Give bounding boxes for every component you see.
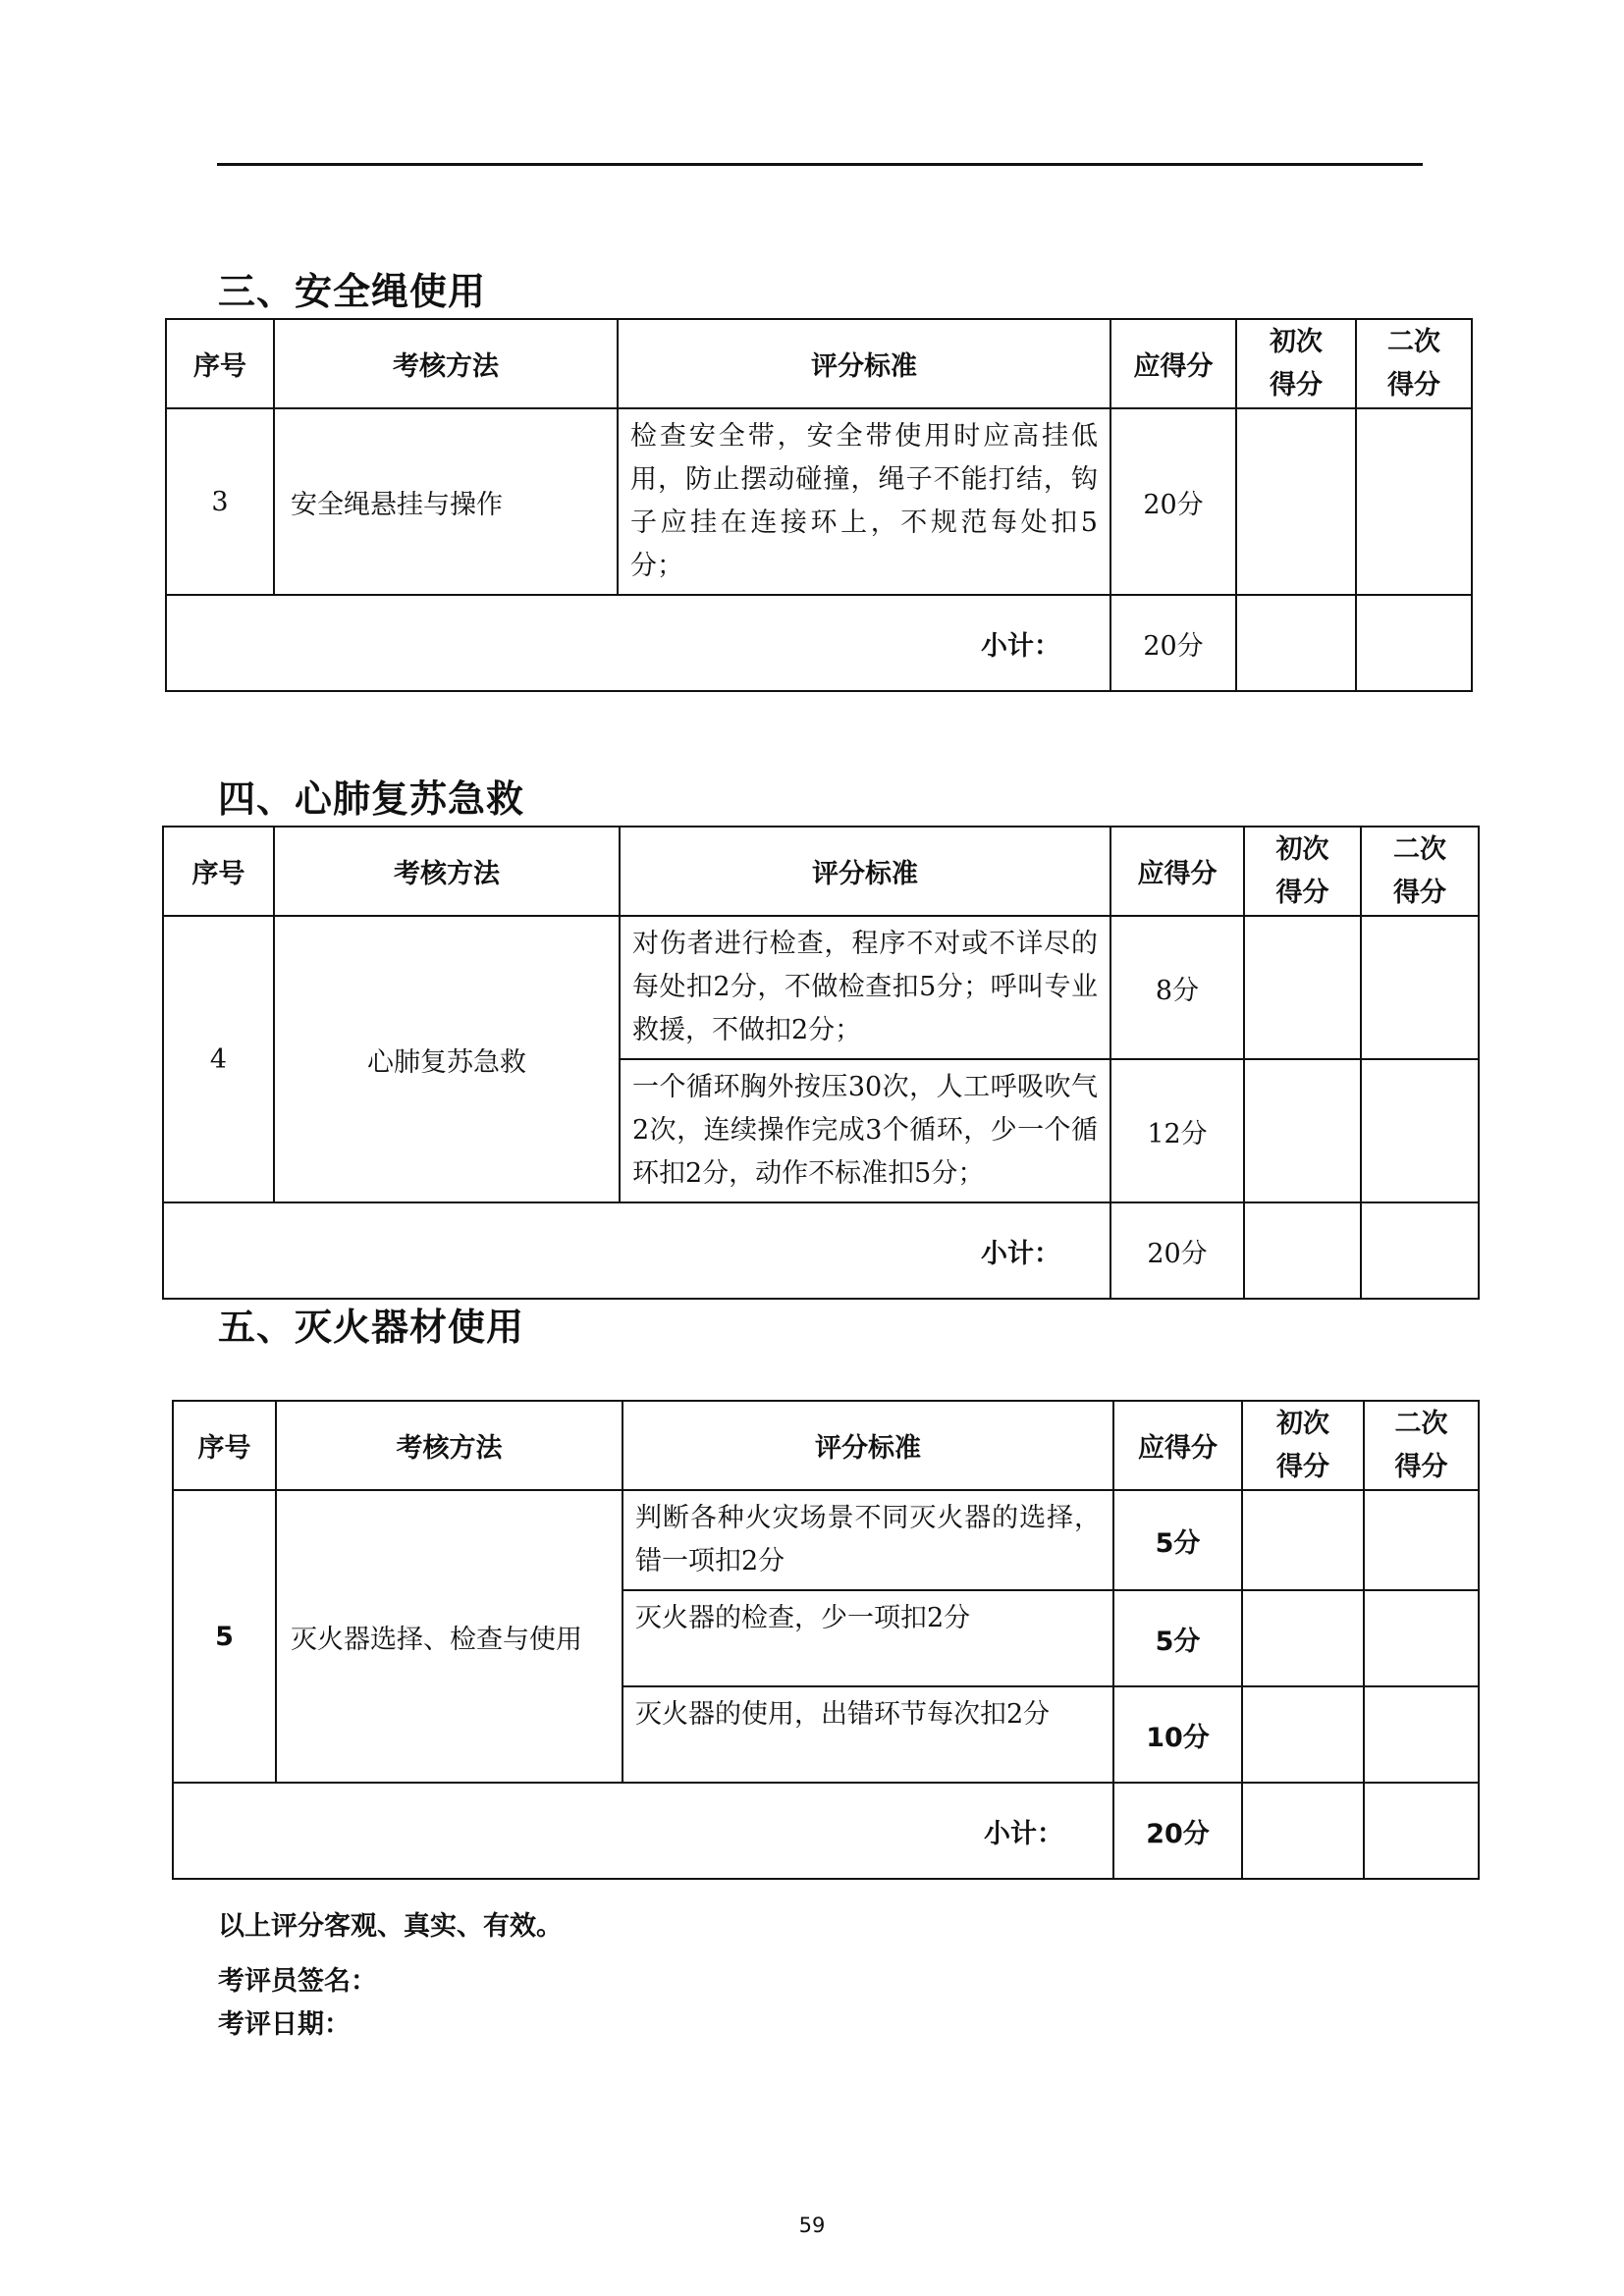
header-seq: 序号 [163, 827, 274, 916]
header-expected: 应得分 [1113, 1401, 1242, 1490]
section-3-title: 三、安全绳使用 [218, 270, 487, 313]
header-criteria: 评分标准 [618, 319, 1110, 408]
subtotal-second-cell[interactable] [1361, 1202, 1479, 1299]
table-row [173, 1490, 1479, 1590]
row-score: 20分 [1110, 408, 1236, 595]
row-criteria: 灭火器的使用，出错环节每次扣2分 [623, 1686, 1113, 1783]
subtotal-label: 小计： [163, 1202, 1110, 1299]
header-expected: 应得分 [1110, 319, 1236, 408]
subtotal-row [166, 595, 1472, 691]
first-score-cell[interactable] [1236, 408, 1356, 595]
section-5-title: 五、灭火器材使用 [218, 1306, 525, 1349]
section-4-table [162, 826, 1480, 1300]
subtotal-second-cell[interactable] [1364, 1783, 1479, 1879]
row-score: 10分 [1113, 1686, 1242, 1783]
section-5-table [172, 1400, 1480, 1880]
second-score-cell[interactable] [1361, 916, 1479, 1059]
row-score: 8分 [1110, 916, 1244, 1059]
header-second-score: 二次 得分 [1361, 827, 1479, 916]
second-score-cell[interactable] [1356, 408, 1472, 595]
subtotal-label: 小计： [173, 1783, 1113, 1879]
table-row [163, 916, 1479, 1059]
row-score: 12分 [1110, 1059, 1244, 1202]
first-score-cell[interactable] [1244, 916, 1361, 1059]
row-seq: 5 [173, 1490, 276, 1783]
second-score-cell[interactable] [1364, 1686, 1479, 1783]
table-header-row [173, 1401, 1479, 1490]
examiner-signature-label: 考评员签名： [218, 1966, 377, 1997]
row-criteria: 对伤者进行检查，程序不对或不详尽的每处扣2分，不做检查扣5分；呼叫专业救援，不做扣2分； [620, 916, 1110, 1059]
first-score-cell[interactable] [1242, 1590, 1364, 1686]
subtotal-label: 小计： [166, 595, 1110, 691]
first-score-cell[interactable] [1244, 1059, 1361, 1202]
page-number: 59 [798, 2214, 826, 2237]
row-method: 心肺复苏急救 [274, 916, 620, 1202]
second-score-cell[interactable] [1364, 1490, 1479, 1590]
row-seq: 3 [166, 408, 274, 595]
row-method: 安全绳悬挂与操作 [274, 408, 618, 595]
table-header-row [166, 319, 1472, 408]
row-score: 5分 [1113, 1490, 1242, 1590]
header-expected: 应得分 [1110, 827, 1244, 916]
header-method: 考核方法 [274, 319, 618, 408]
row-seq: 4 [163, 916, 274, 1202]
header-seq: 序号 [166, 319, 274, 408]
subtotal-row [173, 1783, 1479, 1879]
header-seq: 序号 [173, 1401, 276, 1490]
subtotal-value: 20分 [1113, 1783, 1242, 1879]
row-score: 5分 [1113, 1590, 1242, 1686]
header-criteria: 评分标准 [620, 827, 1110, 916]
header-criteria: 评分标准 [623, 1401, 1113, 1490]
header-second-score: 二次 得分 [1364, 1401, 1479, 1490]
subtotal-second-cell[interactable] [1356, 595, 1472, 691]
row-criteria: 判断各种火灾场景不同灭火器的选择，错一项扣2分 [623, 1490, 1113, 1590]
row-criteria: 检查安全带，安全带使用时应高挂低用，防止摆动碰撞，绳子不能打结，钩子应挂在连接环上，不规范每处扣5分； [618, 408, 1110, 595]
subtotal-row [163, 1202, 1479, 1299]
table-row [166, 408, 1472, 595]
subtotal-first-cell[interactable] [1242, 1783, 1364, 1879]
row-criteria: 灭火器的检查，少一项扣2分 [623, 1590, 1113, 1686]
subtotal-first-cell[interactable] [1244, 1202, 1361, 1299]
header-first-score: 初次 得分 [1236, 319, 1356, 408]
section-3-table [165, 318, 1473, 692]
subtotal-value: 20分 [1110, 1202, 1244, 1299]
row-method: 灭火器选择、检查与使用 [276, 1490, 623, 1783]
header-rule [217, 163, 1423, 166]
row-criteria: 一个循环胸外按压30次，人工呼吸吹气2次，连续操作完成3个循环，少一个循环扣2分，动作不标准扣5分； [620, 1059, 1110, 1202]
second-score-cell[interactable] [1361, 1059, 1479, 1202]
header-method: 考核方法 [276, 1401, 623, 1490]
table-header-row [163, 827, 1479, 916]
subtotal-value: 20分 [1110, 595, 1236, 691]
second-score-cell[interactable] [1364, 1590, 1479, 1686]
header-first-score: 初次 得分 [1242, 1401, 1364, 1490]
examination-date-label: 考评日期： [218, 2009, 351, 2040]
first-score-cell[interactable] [1242, 1490, 1364, 1590]
header-method: 考核方法 [274, 827, 620, 916]
first-score-cell[interactable] [1242, 1686, 1364, 1783]
section-4-title: 四、心肺复苏急救 [218, 777, 525, 821]
subtotal-first-cell[interactable] [1236, 595, 1356, 691]
validity-statement: 以上评分客观、真实、有效。 [218, 1911, 563, 1942]
header-second-score: 二次 得分 [1356, 319, 1472, 408]
header-first-score: 初次 得分 [1244, 827, 1361, 916]
